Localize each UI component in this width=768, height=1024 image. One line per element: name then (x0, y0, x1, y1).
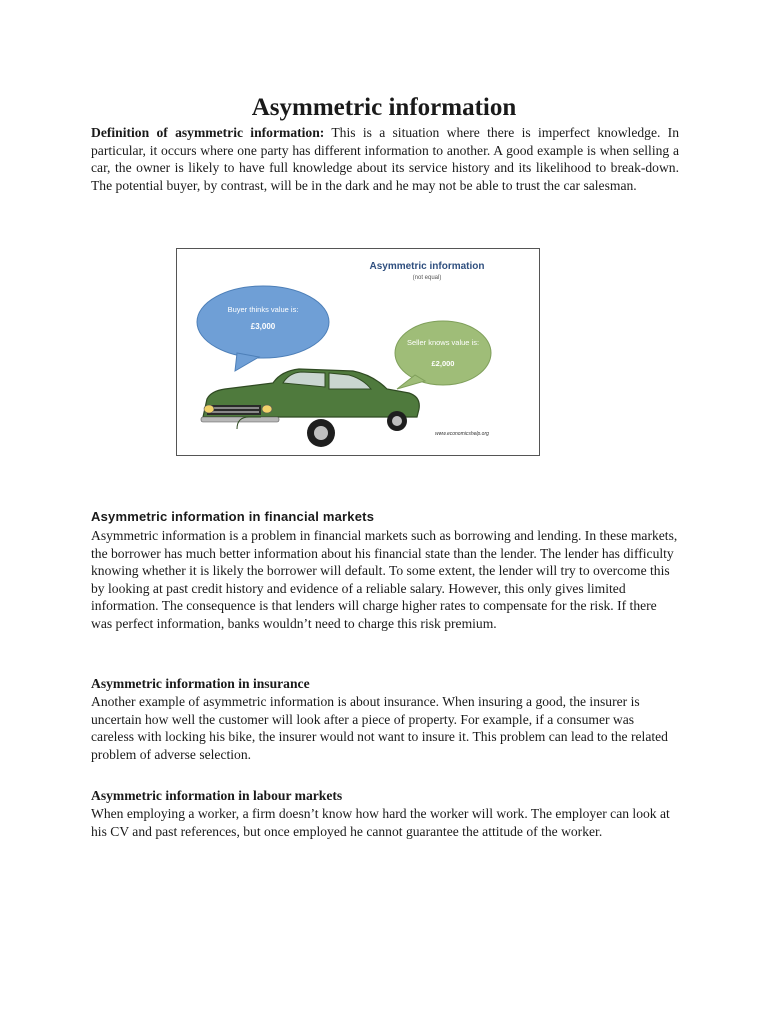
car-illustration (201, 369, 419, 447)
labour-markets-heading: Asymmetric information in labour markets (91, 788, 343, 803)
financial-markets-paragraph: Asymmetric information is a problem in financial markets such as borrowing and lending. In these markets, the borrower has much better information about his financial state than the lender. The lender has difficulty knowing whether it is likely the borrower will default. To some extent, the lender will try to overcome this by looking at past credit history and evidence of a reliable salary. However, this only gives limited information. The consequence is that lenders will charge higher rates to compensate for the risk. If there was perfect information, banks wouldn’t need to charge this risk premium. (91, 528, 678, 631)
financial-markets-heading: Asymmetric information in financial markets (91, 509, 375, 524)
buyer-bubble-text: Buyer thinks value is: (227, 305, 299, 314)
figure-title: Asymmetric information (369, 261, 485, 272)
definition-paragraph (91, 124, 679, 194)
asymmetric-information-figure (176, 248, 540, 456)
buyer-bubble-value: £3,000 (250, 322, 276, 331)
seller-speech-bubble (395, 321, 491, 389)
insurance-heading: Asymmetric information in insurance (91, 676, 310, 691)
seller-bubble-value: £2,000 (431, 359, 455, 368)
definition-label: Definition of asymmetric information: (91, 125, 325, 140)
labour-markets-paragraph: When employing a worker, a firm doesn’t know how hard the worker will work. The employer can look at his CV and past references, but once employed he cannot guarantee the attitude of the worker. (91, 806, 670, 839)
insurance-paragraph: Another example of asymmetric information is about insurance. When insuring a good, the insurer is uncertain how well the customer will look after a piece of property. For example, if a consumer was careless with locking his bike, the insurer would not want to insure it. This problem can lead to the related problem of adverse selection. (91, 694, 668, 762)
figure-source-url: www.economicshelp.org (435, 431, 489, 437)
seller-bubble-text: Seller knows value is: (406, 338, 480, 347)
figure-subtitle: (not equal) (412, 275, 442, 281)
definition-text: This is a situation where there is imperfect knowledge. In particular, it occurs where one party has different information to another. A good example is when selling a car, the owner is likely to have full knowledge about its service history and its likelihood to break-down. The potential buyer, by contrast, will be in the dark and he may not be able to trust the car salesman. (91, 125, 680, 193)
document-title: Asymmetric information (251, 94, 517, 121)
